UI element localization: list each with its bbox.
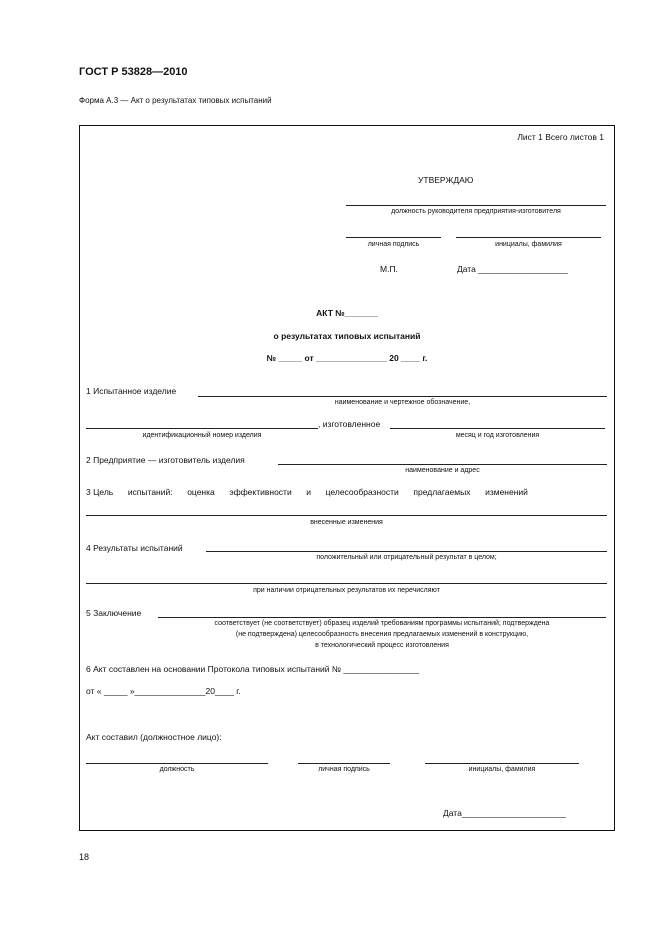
item1-manufactured: , изготовленное — [318, 419, 381, 429]
item5-caption-3: в технологический процесс изготовления — [315, 642, 449, 649]
item3-word: целесообразности — [325, 487, 399, 497]
item3-word: и — [306, 487, 312, 497]
act-subtitle: о результатах типовых испытаний — [273, 331, 421, 341]
item5-caption-1: соответствует (не соответствует) образец изделий требованиям программы испытаний; подтверждена — [214, 620, 550, 627]
position-line — [346, 205, 606, 206]
signer-position-caption: должность — [159, 766, 195, 773]
approve-title: УТВЕРЖДАЮ — [418, 175, 474, 185]
stamp-label: М.П. — [380, 264, 398, 274]
item1-date-caption: месяц и год изготовления — [455, 432, 540, 439]
signature-caption: личная подпись — [367, 241, 420, 248]
form-frame — [79, 125, 615, 831]
item4-label: 4 Результаты испытаний — [86, 543, 183, 553]
item4-caption2: при наличии отрицательных результатов их перечисляют — [253, 587, 440, 594]
signer-position-line — [86, 763, 268, 764]
item4-caption: положительный или отрицательный результат в целом; — [316, 554, 497, 561]
item5-line — [158, 617, 606, 618]
initials-line — [456, 237, 601, 238]
position-caption: должность руководителя предприятия-изготовителя — [391, 208, 561, 215]
signature-line — [346, 237, 441, 238]
item2-line — [278, 464, 607, 465]
signers-label: Акт составил (должностное лицо): — [86, 732, 222, 742]
item2-caption: наименование и адрес — [405, 467, 480, 474]
signer-initials-line — [425, 763, 579, 764]
item3-word: 3 Цель — [86, 487, 114, 497]
item1-id-caption: идентификационный номер изделия — [142, 432, 262, 439]
item5-label: 5 Заключение — [86, 608, 142, 618]
item3-word: предлагаемых — [413, 487, 471, 497]
item3-word: эффективности — [229, 487, 292, 497]
item3-caption: внесенные изменения — [310, 519, 383, 526]
item1-date-line — [390, 428, 605, 429]
item4-line2 — [86, 583, 607, 584]
page-number: 18 — [79, 852, 90, 862]
item3-word: изменений — [485, 487, 528, 497]
item1-id-line — [86, 428, 318, 429]
item1-caption: наименование и чертежное обозначение, — [334, 399, 471, 406]
form-caption: Форма А.3 — Акт о результатах типовых испытаний — [79, 96, 272, 105]
item6-date: от « _____ »_______________20____ г. — [86, 686, 241, 696]
item6-label: 6 Акт составлен на основании Протокола типовых испытаний № ________________ — [86, 664, 420, 674]
act-date-line: № _____ от _______________ 20 ____ г. — [266, 353, 428, 363]
item3-word: оценка — [187, 487, 215, 497]
signer-signature-line — [298, 763, 390, 764]
signers-date: Дата______________________ — [443, 808, 566, 818]
item3-line — [86, 515, 607, 516]
signer-signature-caption: личная подпись — [318, 766, 370, 773]
item3-line-text — [86, 487, 528, 497]
act-number: АКТ №_______ — [316, 308, 378, 318]
item1-label: 1 Испытанное изделие — [86, 386, 177, 396]
item2-label: 2 Предприятие — изготовитель изделия — [86, 455, 245, 465]
item1-line — [198, 396, 607, 397]
sheet-info: Лист 1 Всего листов 1 — [517, 132, 604, 142]
item4-line — [206, 551, 607, 552]
item3-word: испытаний: — [127, 487, 173, 497]
approve-date: Дата ___________________ — [457, 264, 569, 274]
item5-caption-2: (не подтверждена) целесообразность внесения предлагаемых изменений в конструкцию, — [235, 631, 529, 638]
initials-caption: инициалы, фамилия — [495, 241, 562, 248]
standard-header: ГОСТ Р 53828—2010 — [79, 66, 188, 78]
signer-initials-caption: инициалы, фамилия — [468, 766, 536, 773]
